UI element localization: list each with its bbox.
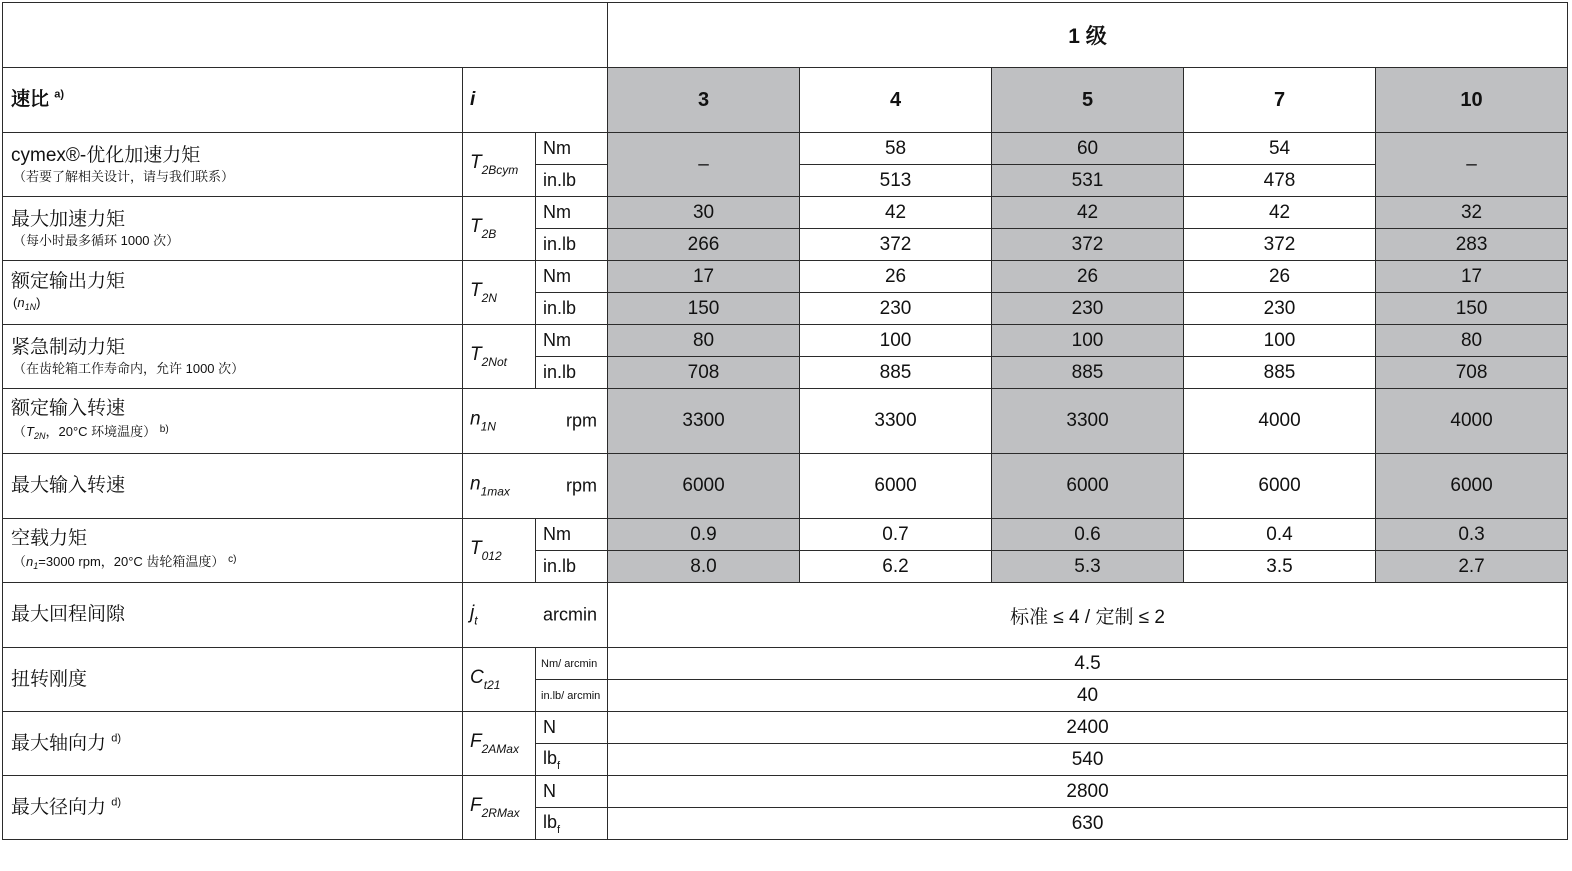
backlash-value: 标准 ≤ 4 / 定制 ≤ 2 (608, 583, 1568, 648)
emergency-label-cell (3, 325, 463, 389)
unit-nm-arcmin: Nm/ arcmin (536, 648, 608, 680)
no-load-symbol: $T_{012}$ (463, 519, 536, 583)
max-accel-inlb-value: 283 (1376, 229, 1568, 261)
unit-rpm: rpm (566, 475, 598, 496)
cymex-value-dash: – (608, 133, 800, 197)
cymex-value-dash: – (1376, 133, 1568, 197)
emergency-inlb-value: 885 (800, 357, 992, 389)
axial-name: 最大轴向力 (11, 732, 107, 754)
rated-output-nm-value: 17 (1376, 261, 1568, 293)
radial-label-cell (3, 776, 463, 840)
unit-n: N (536, 776, 608, 808)
no-load-inlb-value: 3.5 (1184, 551, 1376, 583)
stiffness-name: 扭转刚度 (11, 668, 88, 690)
no-load-name: 空载力矩 (11, 527, 88, 549)
rated-output-inlb-value: 150 (1376, 293, 1568, 325)
rated-output-nm-value: 26 (800, 261, 992, 293)
cymex-inlb-value: 531 (992, 165, 1184, 197)
max-input-speed-symbol-unit (463, 454, 608, 519)
max-accel-row-nm (3, 197, 1568, 229)
max-accel-nm-value: 30 (608, 197, 800, 229)
axial-row-n (3, 712, 1568, 744)
unit-inlb: in.lb (536, 165, 608, 197)
unit-nm: Nm (536, 133, 608, 165)
rated-output-row-nm (3, 261, 1568, 293)
unit-arcmin: arcmin (543, 604, 598, 625)
stage-label: 1 级 (608, 3, 1568, 68)
emergency-inlb-value: 885 (1184, 357, 1376, 389)
unit-nm: Nm (536, 519, 608, 551)
radial-value-lbf: 630 (608, 808, 1568, 840)
cymex-row-nm (3, 133, 1568, 165)
rated-input-speed-value: 3300 (800, 389, 992, 454)
rated-output-note: $(n_{1N})$ (13, 294, 41, 312)
max-input-speed-row (3, 454, 1568, 519)
backlash-symbol: $j_t$ (470, 602, 478, 628)
unit-lbf: $lb_f$ (536, 744, 608, 776)
axial-value-n: 2400 (608, 712, 1568, 744)
spec-table (2, 2, 1568, 840)
stiffness-row-1 (3, 648, 1568, 680)
rated-input-speed-value: 4000 (1184, 389, 1376, 454)
radial-value-n: 2800 (608, 776, 1568, 808)
backlash-row (3, 583, 1568, 648)
cymex-nm-value: 58 (800, 133, 992, 165)
rated-input-speed-value: 3300 (608, 389, 800, 454)
cymex-inlb-value: 478 (1184, 165, 1376, 197)
emergency-nm-value: 80 (1376, 325, 1568, 357)
ratio-symbol: i (463, 68, 608, 133)
emergency-note: （在齿轮箱工作寿命内，允许 1000 次） (13, 360, 245, 376)
no-load-label-cell (3, 519, 463, 583)
emergency-inlb-value: 885 (992, 357, 1184, 389)
unit-inlb: in.lb (536, 229, 608, 261)
unit-lbf: $lb_f$ (536, 808, 608, 840)
stiffness-value-nm: 4.5 (608, 648, 1568, 680)
no-load-nm-value: 0.7 (800, 519, 992, 551)
cymex-label-cell (3, 133, 463, 197)
cymex-name: cymex®-优化加速力矩 (11, 144, 201, 166)
axial-symbol: $F_{2AMax}$ (463, 712, 536, 776)
ratio-value: 10 (1376, 68, 1568, 133)
emergency-nm-value: 80 (608, 325, 800, 357)
no-load-nm-value: 0.6 (992, 519, 1184, 551)
ratio-value: 5 (992, 68, 1184, 133)
rated-input-speed-value: 4000 (1376, 389, 1568, 454)
cymex-note: （若要了解相关设计，请与我们联系） (13, 168, 235, 184)
max-accel-inlb-value: 372 (992, 229, 1184, 261)
unit-nm: Nm (536, 261, 608, 293)
rated-output-name: 额定输出力矩 (11, 270, 126, 292)
max-input-speed-label-cell (3, 454, 463, 519)
stiffness-value-inlb: 40 (608, 680, 1568, 712)
cymex-symbol: $T_{2Bcym}$ (463, 133, 536, 197)
axial-label-cell (3, 712, 463, 776)
rated-output-inlb-value: 230 (1184, 293, 1376, 325)
backlash-label-cell (3, 583, 463, 648)
no-load-row-nm (3, 519, 1568, 551)
stage-header-row (3, 3, 1568, 68)
emergency-name: 紧急制动力矩 (11, 336, 126, 358)
max-accel-nm-value: 32 (1376, 197, 1568, 229)
max-input-speed-value: 6000 (608, 454, 800, 519)
axial-value-lbf: 540 (608, 744, 1568, 776)
max-accel-symbol: $T_{2B}$ (463, 197, 536, 261)
emergency-nm-value: 100 (1184, 325, 1376, 357)
ratio-value: 3 (608, 68, 800, 133)
radial-note: d) (111, 796, 122, 809)
max-accel-inlb-value: 372 (1184, 229, 1376, 261)
rated-output-inlb-value: 230 (992, 293, 1184, 325)
unit-n: N (536, 712, 608, 744)
radial-name: 最大径向力 (11, 796, 107, 818)
stiffness-label-cell (3, 648, 463, 712)
max-input-speed-value: 6000 (992, 454, 1184, 519)
rated-input-speed-symbol: $n_{1N}$ (470, 408, 496, 434)
cymex-nm-value: 54 (1184, 133, 1376, 165)
max-accel-nm-value: 42 (992, 197, 1184, 229)
rated-input-speed-value: 3300 (992, 389, 1184, 454)
emergency-nm-value: 100 (992, 325, 1184, 357)
max-accel-name: 最大加速力矩 (11, 208, 126, 230)
no-load-nm-value: 0.4 (1184, 519, 1376, 551)
cymex-inlb-value: 513 (800, 165, 992, 197)
no-load-inlb-value: 5.3 (992, 551, 1184, 583)
cymex-nm-value: 60 (992, 133, 1184, 165)
max-input-speed-value: 6000 (1376, 454, 1568, 519)
max-input-speed-value: 6000 (800, 454, 992, 519)
ratio-label-cell (3, 68, 463, 133)
rated-output-symbol: $T_{2N}$ (463, 261, 536, 325)
unit-nm: Nm (536, 325, 608, 357)
rated-input-speed-row (3, 389, 1568, 454)
backlash-name: 最大回程间隙 (11, 604, 126, 625)
radial-row-n (3, 776, 1568, 808)
no-load-note: （$n_1=3000$ rpm，20°C 齿轮箱温度） $^{c)}$ (13, 553, 237, 571)
emergency-symbol: $T_{2Not}$ (463, 325, 536, 389)
rated-output-nm-value: 26 (992, 261, 1184, 293)
rated-input-speed-symbol-unit (463, 389, 608, 454)
ratio-note: a) (54, 88, 65, 101)
unit-inlb: in.lb (536, 357, 608, 389)
backlash-symbol-unit (463, 583, 608, 648)
max-accel-inlb-value: 266 (608, 229, 800, 261)
stiffness-symbol: $C_{t21}$ (463, 648, 536, 712)
rated-output-label-cell (3, 261, 463, 325)
no-load-inlb-value: 6.2 (800, 551, 992, 583)
unit-rpm: rpm (566, 410, 598, 431)
unit-nm: Nm (536, 197, 608, 229)
max-accel-label-cell (3, 197, 463, 261)
rated-output-nm-value: 26 (1184, 261, 1376, 293)
max-input-speed-symbol: $n_{1max}$ (470, 473, 510, 499)
no-load-nm-value: 0.9 (608, 519, 800, 551)
max-input-speed-name: 最大输入转速 (11, 475, 126, 496)
rated-output-nm-value: 17 (608, 261, 800, 293)
ratio-value: 7 (1184, 68, 1376, 133)
no-load-nm-value: 0.3 (1376, 519, 1568, 551)
emergency-row-nm (3, 325, 1568, 357)
unit-inlb: in.lb (536, 293, 608, 325)
rated-input-speed-name: 额定输入转速 (11, 398, 126, 419)
axial-note: d) (111, 732, 122, 745)
max-accel-nm-value: 42 (800, 197, 992, 229)
rated-output-inlb-value: 230 (800, 293, 992, 325)
max-accel-note: （每小时最多循环 1000 次） (13, 232, 180, 248)
rated-input-speed-note: （$T_{2N}$，20°C 环境温度） $^{b)}$ (13, 424, 169, 441)
unit-inlb: in.lb (536, 551, 608, 583)
radial-symbol: $F_{2RMax}$ (463, 776, 536, 840)
emergency-nm-value: 100 (800, 325, 992, 357)
no-load-inlb-value: 8.0 (608, 551, 800, 583)
emergency-inlb-value: 708 (1376, 357, 1568, 389)
ratio-value: 4 (800, 68, 992, 133)
rated-input-speed-label-cell (3, 389, 463, 454)
unit-inlb-arcmin: in.lb/ arcmin (536, 680, 608, 712)
emergency-inlb-value: 708 (608, 357, 800, 389)
max-accel-nm-value: 42 (1184, 197, 1376, 229)
max-accel-inlb-value: 372 (800, 229, 992, 261)
blank-corner-cell (3, 3, 608, 68)
ratio-row (3, 68, 1568, 133)
max-input-speed-value: 6000 (1184, 454, 1376, 519)
ratio-label: 速比 (11, 89, 50, 110)
no-load-inlb-value: 2.7 (1376, 551, 1568, 583)
rated-output-inlb-value: 150 (608, 293, 800, 325)
